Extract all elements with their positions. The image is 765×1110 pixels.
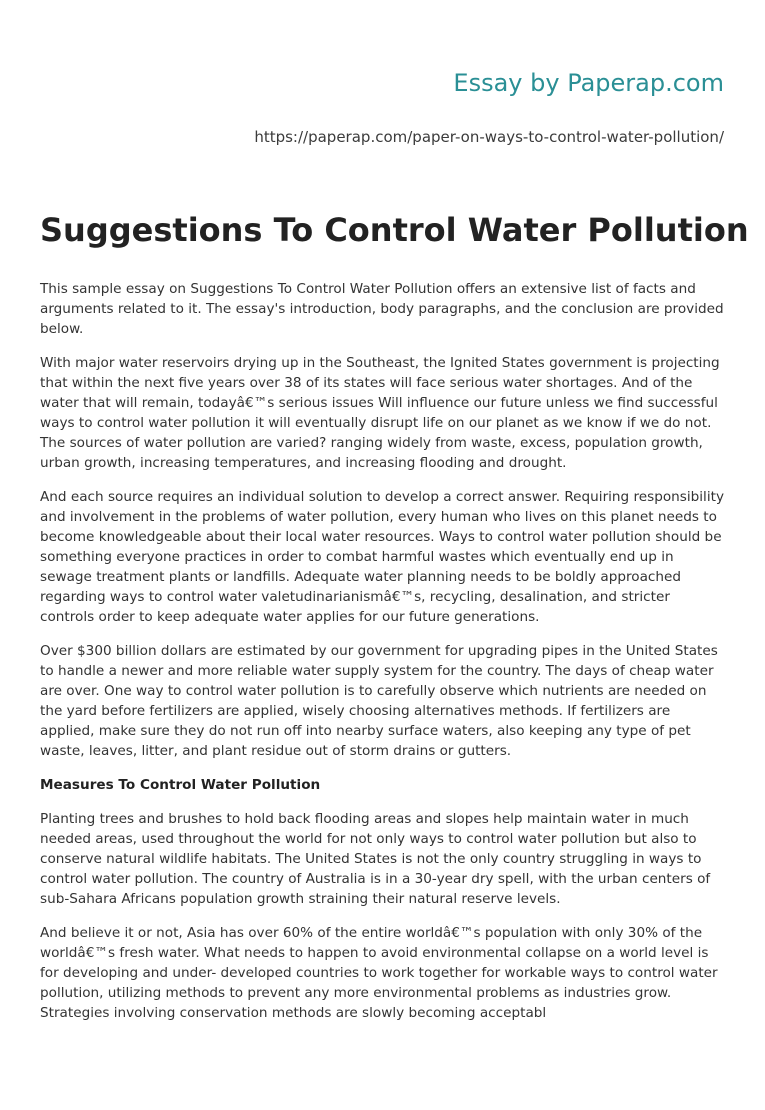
paragraph-costs: Over $300 billion dollars are estimated by our government for upgrading pipes in the United States to handle a newer and more reliable water supply system for the country. The days of cheap water are over. One way to control water pollution is to carefully observe which nutrients are needed on the yard before fertilizers are applied, wisely choosing alternatives methods. If fertilizers are applied, make sure they do not run off into nearby surface waters, also keeping any type of pet waste, leaves, litter, and plant residue out of storm drains or gutters. [40, 643, 718, 759]
paragraph-solutions: And each source requires an individual solution to develop a correct answer. Requiring responsibility and involvement in the problems of water pollution, every human who lives on this planet needs to become knowledgeable about their local water resources. Ways to control water pollution should be something everyone practices in order to combat harmful wastes which eventually end up in sewage treatment plants or landfills. Adequate water planning needs to be boldly approached regarding ways to control water valetudinarianismâ€™s, recycling, desalination, and stricter controls order to keep adequate water applies for our future generations. [40, 489, 724, 625]
paragraph-asia: And believe it or not, Asia has over 60% of the entire worldâ€™s population with only 30% of the worldâ€™s fresh water. What needs to happen to avoid environmental collapse on a world level is for developing and under- developed countries to work together for workable ways to control water pollution, utilizing methods to prevent any more environmental problems as industries grow. Strategies involving conservation methods are slowly becoming acceptabl [40, 925, 718, 1021]
paragraph-intro: This sample essay on Suggestions To Control Water Pollution offers an extensive list of facts and arguments related to it. The essay's introduction, body paragraphs, and the conclusion are provided below. [40, 281, 724, 337]
paragraph-reservoirs: With major water reservoirs drying up in the Southeast, the Ignited States government is projecting that within the next five years over 38 of its states will face serious water shortages. And of the water that will remain, todayâ€™s serious issues Will influence our future unless we find successful ways to control water pollution it will eventually disrupt life on our planet as we know if we do not. The sources of water pollution are varied? ranging widely from waste, excess, population growth, urban growth, increasing temperatures, and increasing flooding and drought. [40, 355, 720, 471]
site-brand[interactable]: Essay by Paperap.com [453, 69, 724, 97]
section-heading: Measures To Control Water Pollution [40, 777, 321, 793]
article-body [40, 279, 726, 1037]
paragraph-planting: Planting trees and brushes to hold back flooding areas and slopes help maintain water in much needed areas, used throughout the world for not only ways to control water pollution but also to conserve natural wildlife habitats. The United States is not the only country struggling in ways to control water pollution. The country of Australia is in a 30-year dry spell, with the urban centers of sub-Sahara Africans population growth straining their natural reserve levels. [40, 811, 711, 907]
page-title: Suggestions To Control Water Pollution [40, 211, 749, 249]
source-url[interactable]: https://paperap.com/paper-on-ways-to-control-water-pollution/ [254, 128, 724, 146]
